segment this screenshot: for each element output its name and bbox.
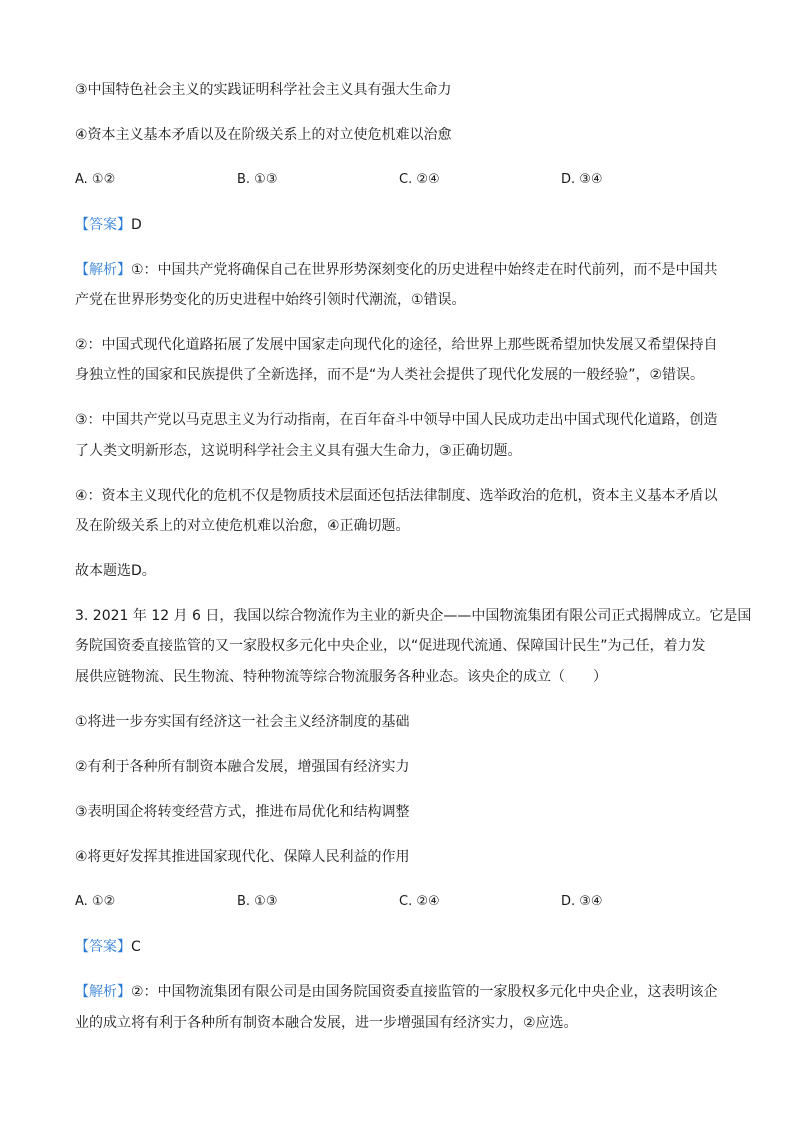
q2-option-d: D. ③④	[561, 172, 603, 187]
q2-analysis-2b: 身独立性的国家和民族提供了全新选择，而不是“为人类社会提供了现代化发展的一般经验”，②错误。	[75, 367, 705, 383]
q2-answer-label: 【答案】	[75, 217, 131, 233]
q3-analysis-label: 【解析】	[75, 984, 131, 1000]
q2-item-4: ④资本主义基本矛盾以及在阶级关系上的对立使危机难以治愈	[75, 127, 452, 143]
q3-option-b: B. ①③	[237, 894, 278, 909]
q3-stem-a: 3. 2021 年 12 月 6 日，我国以综合物流作为主业的新央企——中国物流集团有限公司正式揭牌成立。它是国	[75, 608, 752, 624]
q3-answer	[75, 937, 725, 957]
q2-analysis-4a: ④：资本主义现代化的危机不仅是物质技术层面还包括法律制度、选举政治的危机，资本主义基本矛盾以	[75, 488, 718, 504]
q2-analysis-label: 【解析】	[75, 262, 131, 278]
q3-analysis-1a	[75, 982, 725, 1002]
q2-option-b: B. ①③	[237, 172, 278, 187]
q3-stem-b: 务院国资委直接监管的又一家股权多元化中央企业，以“促进现代流通、保障国计民生”为己任，着力发	[75, 638, 706, 654]
q2-analysis-2a: ②：中国式现代化道路拓展了发展中国家走向现代化的途径，给世界上那些既希望加快发展又希望保持自	[75, 337, 718, 353]
q3-answer-label: 【答案】	[75, 939, 131, 955]
q3-stem-c: 展供应链物流、民生物流、特种物流等综合物流服务各种业态。该央企的成立（ ）	[75, 669, 607, 685]
q3-item-2: ②有利于各种所有制资本融合发展，增强国有经济实力	[75, 759, 410, 775]
q2-analysis-3a: ③：中国共产党以马克思主义为行动指南，在百年奋斗中领导中国人民成功走出中国式现代化道路，创造	[75, 412, 718, 428]
q3-item-1: ①将进一步夯实国有经济这一社会主义经济制度的基础	[75, 714, 410, 730]
q2-option-a: A. ①②	[75, 172, 116, 187]
q3-analysis-1b: 业的成立将有利于各种所有制资本融合发展，进一步增强国有经济实力，②应选。	[75, 1015, 578, 1031]
q2-answer-value: D	[131, 217, 142, 233]
q2-analysis-3b: 了人类文明新形态，这说明科学社会主义具有强大生命力，③正确切题。	[75, 443, 522, 459]
q2-answer	[75, 215, 725, 235]
q3-option-d: D. ③④	[561, 894, 603, 909]
q3-answer-value: C	[131, 939, 141, 955]
q3-item-4: ④将更好发挥其推进国家现代化、保障人民利益的作用	[75, 849, 410, 865]
q2-option-c: C. ②④	[399, 172, 440, 187]
q3-option-a: A. ①②	[75, 894, 116, 909]
q3-option-c: C. ②④	[399, 894, 440, 909]
q2-analysis-1a	[75, 260, 725, 280]
q3-analysis-1a-text: ②：中国物流集团有限公司是由国务院国资委直接监管的一家股权多元化中央企业，这表明该企	[131, 984, 718, 1000]
q3-item-3: ③表明国企将转变经营方式，推进布局优化和结构调整	[75, 804, 410, 820]
q2-conclusion: 故本题选D。	[75, 563, 156, 579]
q2-analysis-1b: 产党在世界形势变化的历史进程中始终引领时代潮流，①错误。	[75, 292, 466, 308]
q2-item-3: ③中国特色社会主义的实践证明科学社会主义具有强大生命力	[75, 82, 452, 98]
q2-analysis-4b: 及在阶级关系上的对立使危机难以治愈，④正确切题。	[75, 518, 410, 534]
q2-analysis-1a-text: ①：中国共产党将确保自己在世界形势深刻变化的历史进程中始终走在时代前列，而不是中国共	[131, 262, 718, 278]
